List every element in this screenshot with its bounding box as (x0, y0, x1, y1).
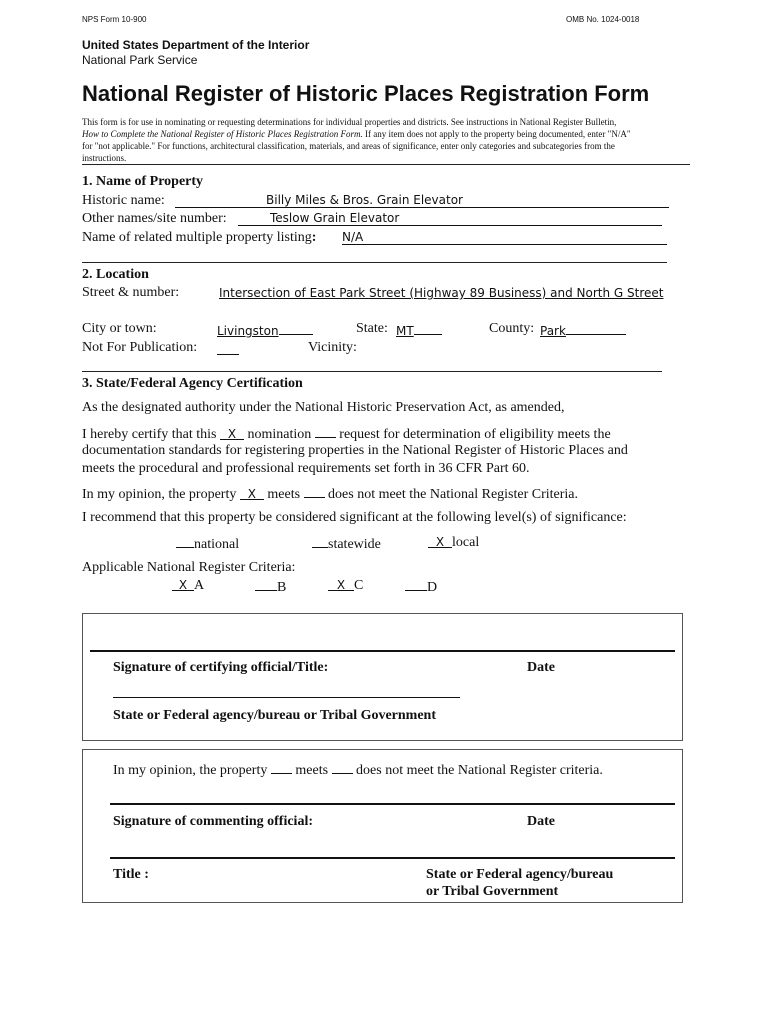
omb-number: OMB No. 1024-0018 (566, 15, 640, 24)
street-label: Street & number: (82, 285, 180, 300)
criterion-a[interactable]: X A (172, 578, 204, 594)
commenting-date-label: Date (527, 814, 555, 829)
level-statewide[interactable]: statewide (312, 535, 381, 553)
certify-line-2: documentation standards for registering properties in the National Register of Historic Places and (82, 443, 628, 458)
criteria-label: Applicable National Register Criteria: (82, 560, 296, 575)
commenting-title-field[interactable] (110, 857, 675, 859)
state-field[interactable] (396, 322, 442, 338)
page-title: National Register of Historic Places Registration Form (82, 81, 650, 106)
other-names-field[interactable]: Teslow Grain Elevator (270, 211, 400, 225)
section1-heading: 1. Name of Property (82, 174, 204, 189)
county-blank (566, 322, 626, 335)
multiple-listing-label: Name of related multiple property listing: (82, 230, 317, 245)
commenting-signature-label: Signature of commenting official: (113, 814, 313, 829)
instructions-line: for "not applicable." For functions, architectural classification, materials, and areas of significance, enter only categories and subcategories from the (82, 141, 615, 151)
meets-checkbox[interactable]: X (240, 487, 264, 500)
criterion-c[interactable]: X C (328, 578, 363, 594)
vicinity-label: Vicinity: (308, 340, 357, 355)
city-value: Livingston (217, 324, 279, 338)
certify-line-3: meets the procedural and professional requirements set forth in 36 CFR Part 60. (82, 461, 530, 476)
recommend-statement: I recommend that this property be considered significant at the following level(s) of significance: (82, 510, 627, 525)
divider (82, 262, 667, 263)
multiple-listing-field[interactable]: N/A (342, 230, 364, 244)
county-field[interactable] (540, 322, 626, 338)
not-for-publication-field[interactable] (217, 354, 239, 355)
commenting-does-not-meet-checkbox[interactable] (332, 761, 353, 774)
section3-heading: 3. State/Federal Agency Certification (82, 376, 303, 391)
form-instructions (82, 116, 692, 164)
authority-statement: As the designated authority under the National Historic Preservation Act, as amended, (82, 400, 565, 415)
nomination-checkbox[interactable]: X (220, 427, 244, 440)
commenting-title-label: Title : (113, 867, 149, 882)
certifying-agency-field[interactable] (113, 697, 460, 698)
level-national[interactable]: national (176, 535, 239, 553)
city-blank (279, 322, 313, 335)
instructions-line: If any item does not apply to the property being documented, enter "N/A" (362, 129, 631, 139)
not-for-publication-label: Not For Publication: (82, 340, 198, 355)
county-value: Park (540, 324, 566, 338)
commenting-opinion-line: In my opinion, the property meets does not meet the National Register criteria. (113, 763, 603, 778)
instructions-line: instructions. (82, 153, 127, 163)
other-names-label: Other names/site number: (82, 211, 227, 226)
historic-name-underline (175, 207, 669, 208)
section2-heading: 2. Location (82, 267, 149, 282)
state-value: MT (396, 324, 414, 338)
request-checkbox[interactable] (315, 425, 336, 438)
certifying-signature-field[interactable] (90, 650, 675, 652)
street-value: Intersection of East Park Street (Highway 89 Business) and North G Street (219, 286, 664, 300)
street-field[interactable] (219, 286, 664, 300)
commenting-agency-label-line1: State or Federal agency/bureau (426, 867, 614, 882)
opinion-line: In my opinion, the property X meets does not meet the National Register Criteria. (82, 487, 579, 502)
commenting-agency-label-line2: or Tribal Government (426, 884, 559, 899)
certify-line-1: I hereby certify that this X nomination request for determination of eligibility meets the (82, 427, 611, 442)
divider (82, 371, 662, 372)
historic-name-label: Historic name: (82, 193, 165, 208)
certifying-signature-label: Signature of certifying official/Title: (113, 660, 329, 675)
multiple-listing-underline (342, 244, 667, 245)
bulletin-title: How to Complete the National Register of Historic Places Registration Form. (82, 129, 363, 139)
level-local[interactable]: X local (428, 535, 479, 551)
department-name: United States Department of the Interior (82, 38, 310, 52)
certifying-agency-label: State or Federal agency/bureau or Tribal Government (113, 708, 437, 723)
city-label: City or town: (82, 321, 157, 336)
county-label: County: (489, 321, 535, 336)
instructions-line: This form is for use in nominating or requesting determinations for individual properties and districts. See instructions in National Register Bulletin, (82, 117, 617, 127)
city-field[interactable] (217, 322, 313, 338)
certifying-date-label: Date (527, 660, 555, 675)
does-not-meet-checkbox[interactable] (304, 485, 325, 498)
historic-name-field[interactable]: Billy Miles & Bros. Grain Elevator (266, 193, 463, 207)
agency-name: National Park Service (82, 53, 198, 67)
state-blank (414, 322, 442, 335)
state-label: State: (356, 321, 388, 336)
criterion-d[interactable]: D (405, 578, 437, 596)
divider (82, 164, 690, 165)
other-names-underline (238, 225, 662, 226)
commenting-signature-field[interactable] (110, 803, 675, 805)
form-number: NPS Form 10-900 (82, 15, 147, 24)
criterion-b[interactable]: B (255, 578, 286, 596)
commenting-meets-checkbox[interactable] (271, 761, 292, 774)
